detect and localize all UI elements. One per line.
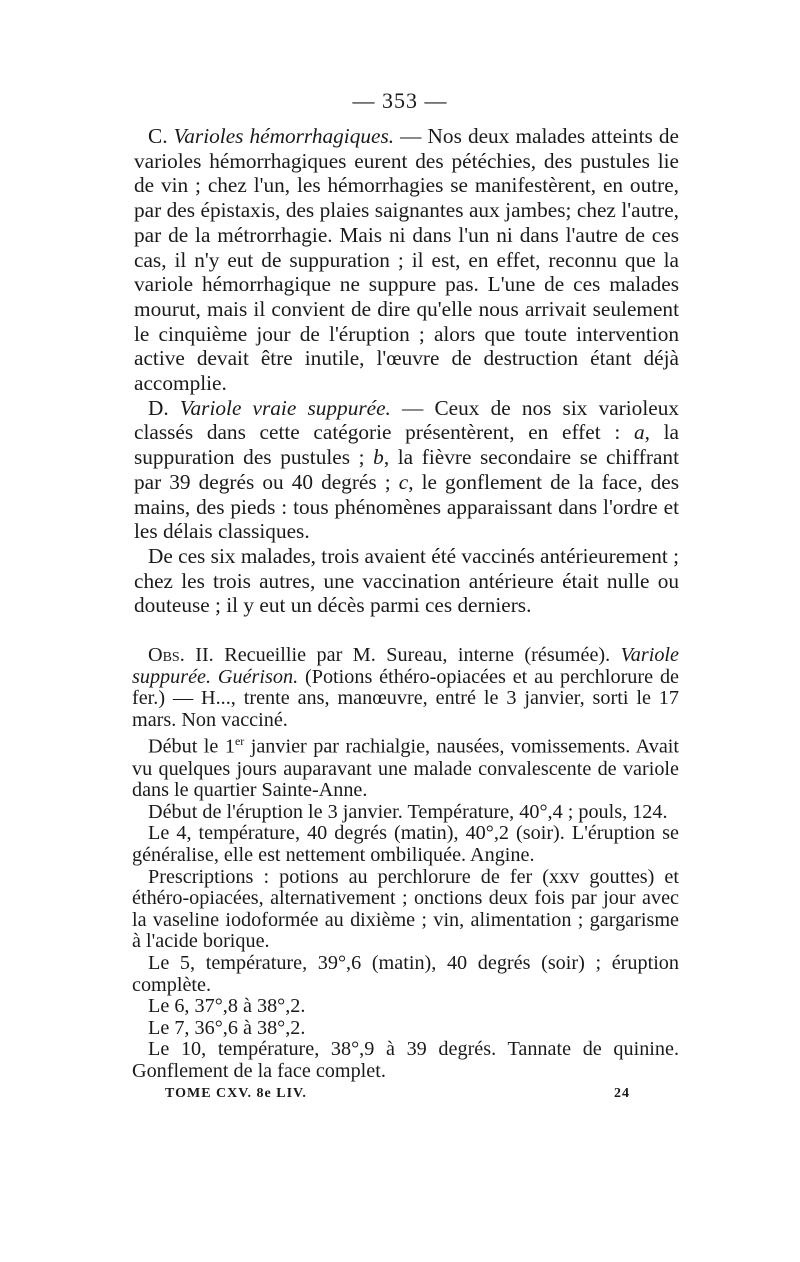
obs-text-1: Recueillie par M. Sureau, interne (résumée). (213, 644, 621, 666)
page-number: — 353 — (352, 88, 448, 113)
obs-p2-start: Début le 1 (148, 736, 235, 759)
footer-volume: TOME CXV. 8e LIV. (165, 1086, 307, 1101)
section-d-text-2: , la suppuration des pustules ; (134, 420, 679, 470)
obs-text-2: (Potions éthéro-opiacées et au perchlorure de fer.) — H..., trente ans, manœuvre, entré le 3 janvier, sorti le 17 mars. Non vacciné. (132, 665, 680, 731)
footer-signature: 24 (614, 1086, 630, 1101)
obs-title: Variole suppurée. Guérison. (132, 644, 679, 688)
obs-p2-end: janvier par rachialgie, nausées, vomissements. Avait vu quelques jours auparavant une malade convalescente de variole dans le quartier Sainte-Anne. (132, 736, 680, 802)
vaccination-paragraph: De ces six malades, trois avaient été vaccinés antérieurement ; chez les trois autres, une vaccination antérieure était nulle ou douteuse ; il y eut un décès parmi ces derniers. (134, 543, 680, 618)
section-c-paragraph (134, 124, 679, 396)
section-c-label: C. (148, 124, 168, 148)
obs-paragraph-3: Début de l'éruption le 3 janvier. Température, 40°,4 ; pouls, 124. (148, 800, 668, 823)
section-d-item-a: a (633, 420, 645, 445)
obs-paragraph-7: Le 6, 37°,8 à 38°,2. (148, 995, 306, 1018)
obs-paragraph-5: Prescriptions : potions au perchlorure de fer (xxv gouttes) et éthéro-opiacées, alternativement ; onctions deux fois par jour avec la vaseline iodoformée au dixième ; vin, alimentation ; gargarisme à l'acide borique. (132, 865, 679, 953)
obs-intro-paragraph (132, 645, 679, 731)
section-c-text: — Nos deux malades atteints de varioles hémorrhagiques eurent des pétéchies, des pustules lie de vin ; chez l'un, les hémorrhagies se manifestèrent, en outre, par des épistaxis, des plaies saignantes aux jambes; chez l'autre, par de la métrorrhagie. Mais ni dans l'un ni dans l'autre de ces cas, il n'y eut de suppuration ; il est, en effet, reconnu que la variole hémorrhagique ne suppure pas. L'une de ces malades mourut, mais il convient de dire qu'elle nous arrivait seulement le cinquième jour de l'éruption ; alors que toute intervention active devait être inutile, l'œuvre de destruction étant déjà accomplie. (134, 124, 680, 396)
section-d-text-1: — Ceux de nos six varioleux classés dans cette catégorie présentèrent, en effet : (134, 395, 679, 445)
section-d-item-b: b (373, 445, 384, 470)
obs-paragraph-2 (132, 731, 679, 802)
section-d-title: Variole vraie suppurée. (179, 395, 391, 420)
obs-p2-sup: er (234, 734, 245, 749)
section-c-title: Varioles hémorrhagiques. (173, 124, 395, 148)
obs-label: Obs. II. (148, 644, 214, 666)
section-d-paragraph (134, 396, 679, 544)
section-d-label: D. (148, 395, 169, 420)
page-footer (165, 1086, 630, 1102)
observation-block (132, 645, 679, 1083)
obs-paragraph-4: Le 4, température, 40 degrés (matin), 40°,2 (soir). L'éruption se généralise, elle est nettement ombiliquée. Angine. (132, 822, 679, 867)
obs-paragraph-9: Le 10, température, 38°,9 à 39 degrés. Tannate de quinine. Gonflement de la face complet. (132, 1038, 679, 1083)
section-d-text-4: , le gonflement de la face, des mains, des pieds : tous phénomènes apparaissant dans l'ordre et les délais classiques. (134, 469, 680, 544)
obs-paragraph-6: Le 5, température, 39°,6 (matin), 40 degrés (soir) ; éruption complète. (132, 952, 679, 996)
main-text (134, 124, 679, 618)
obs-paragraph-8: Le 7, 36°,6 à 38°,2. (148, 1016, 306, 1039)
section-d-item-c: c (398, 469, 409, 494)
section-d-text-3: , la fièvre secondaire se chiffrant par 39 degrés ou 40 degrés ; (134, 445, 679, 494)
